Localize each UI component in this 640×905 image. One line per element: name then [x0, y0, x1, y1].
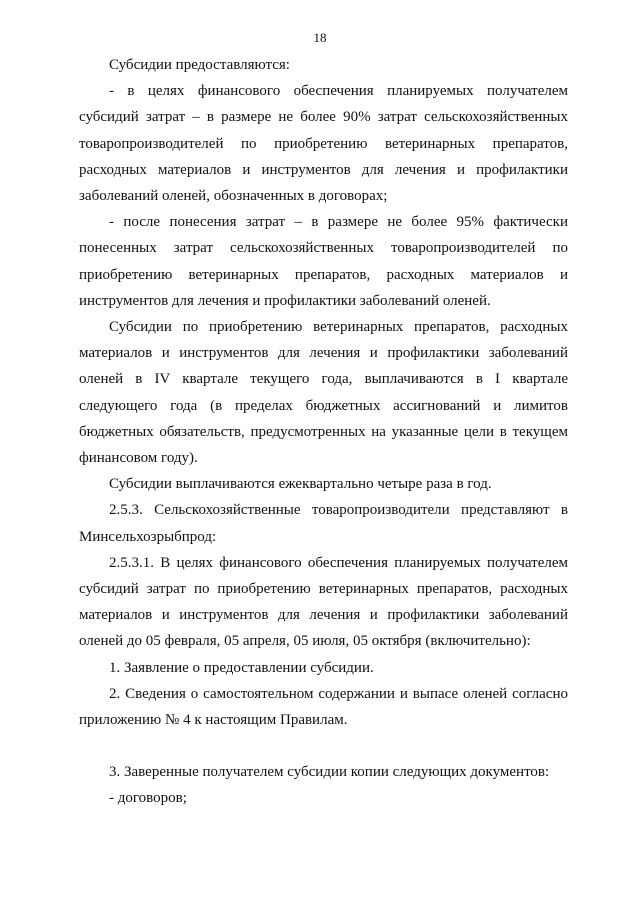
- paragraph-quarter-payment: Субсидии по приобретению ветеринарных препаратов, расходных материалов и инструментов для лечения и профилактики заболеваний оленей в IV квартале текущего года, выплачиваются в I квартале следующего года (в пределах бюджетных ассигнований и лимитов бюджетных обязательств, предусмотренных на указанные цели в текущем финансовом году).: [79, 319, 568, 467]
- page-number: 18: [313, 30, 327, 45]
- paragraph-after-costs-95: - после понесения затрат – в размере не более 95% фактически понесенных затрат сельскохозяйственных товаропроизводителей по приобретению ветеринарных препаратов, расходных материалов и инструментов для лечения и профилактики заболеваний оленей.: [79, 214, 568, 309]
- paragraph-section-2-5-3-1: 2.5.3.1. В целях финансового обеспечения планируемых получателем субсидий затрат по приобретению ветеринарных препаратов, расходных материалов и инструментов для лечения и профилактики заболеваний оленей до 05 февраля, 05 апреля, 05 июля, 05 октября (включительно):: [79, 554, 568, 650]
- paragraph-subsidies-intro: Субсидии предоставляются:: [109, 57, 290, 73]
- list-item-contracts: - договоров;: [109, 790, 187, 807]
- list-item-grazing-info: 2. Сведения о самостоятельном содержании и выпасе оленей согласно приложению № 4 к настоящим Правилам.: [79, 685, 568, 729]
- paragraph-section-2-5-3: 2.5.3. Сельскохозяйственные товаропроизводители представляют в Минсельхозрыбпрод:: [79, 502, 568, 545]
- paragraph-quarterly-four-times: Субсидии выплачиваются ежеквартально четыре раза в год.: [109, 476, 492, 493]
- list-item-application: 1. Заявление о предоставлении субсидии.: [109, 659, 374, 676]
- document-body: [79, 52, 568, 812]
- list-item-certified-copies: 3. Заверенные получателем субсидии копии следующих документов:: [109, 764, 550, 781]
- paragraph-financial-support-90: - в целях финансового обеспечения планируемых получателем субсидий затрат – в размере не более 90% затрат сельскохозяйственных товаропроизводителей по приобретению ветеринарных препаратов, расходных материалов и инструментов для лечения и профилактики заболеваний оленей, обозначенных в договорах;: [79, 83, 568, 205]
